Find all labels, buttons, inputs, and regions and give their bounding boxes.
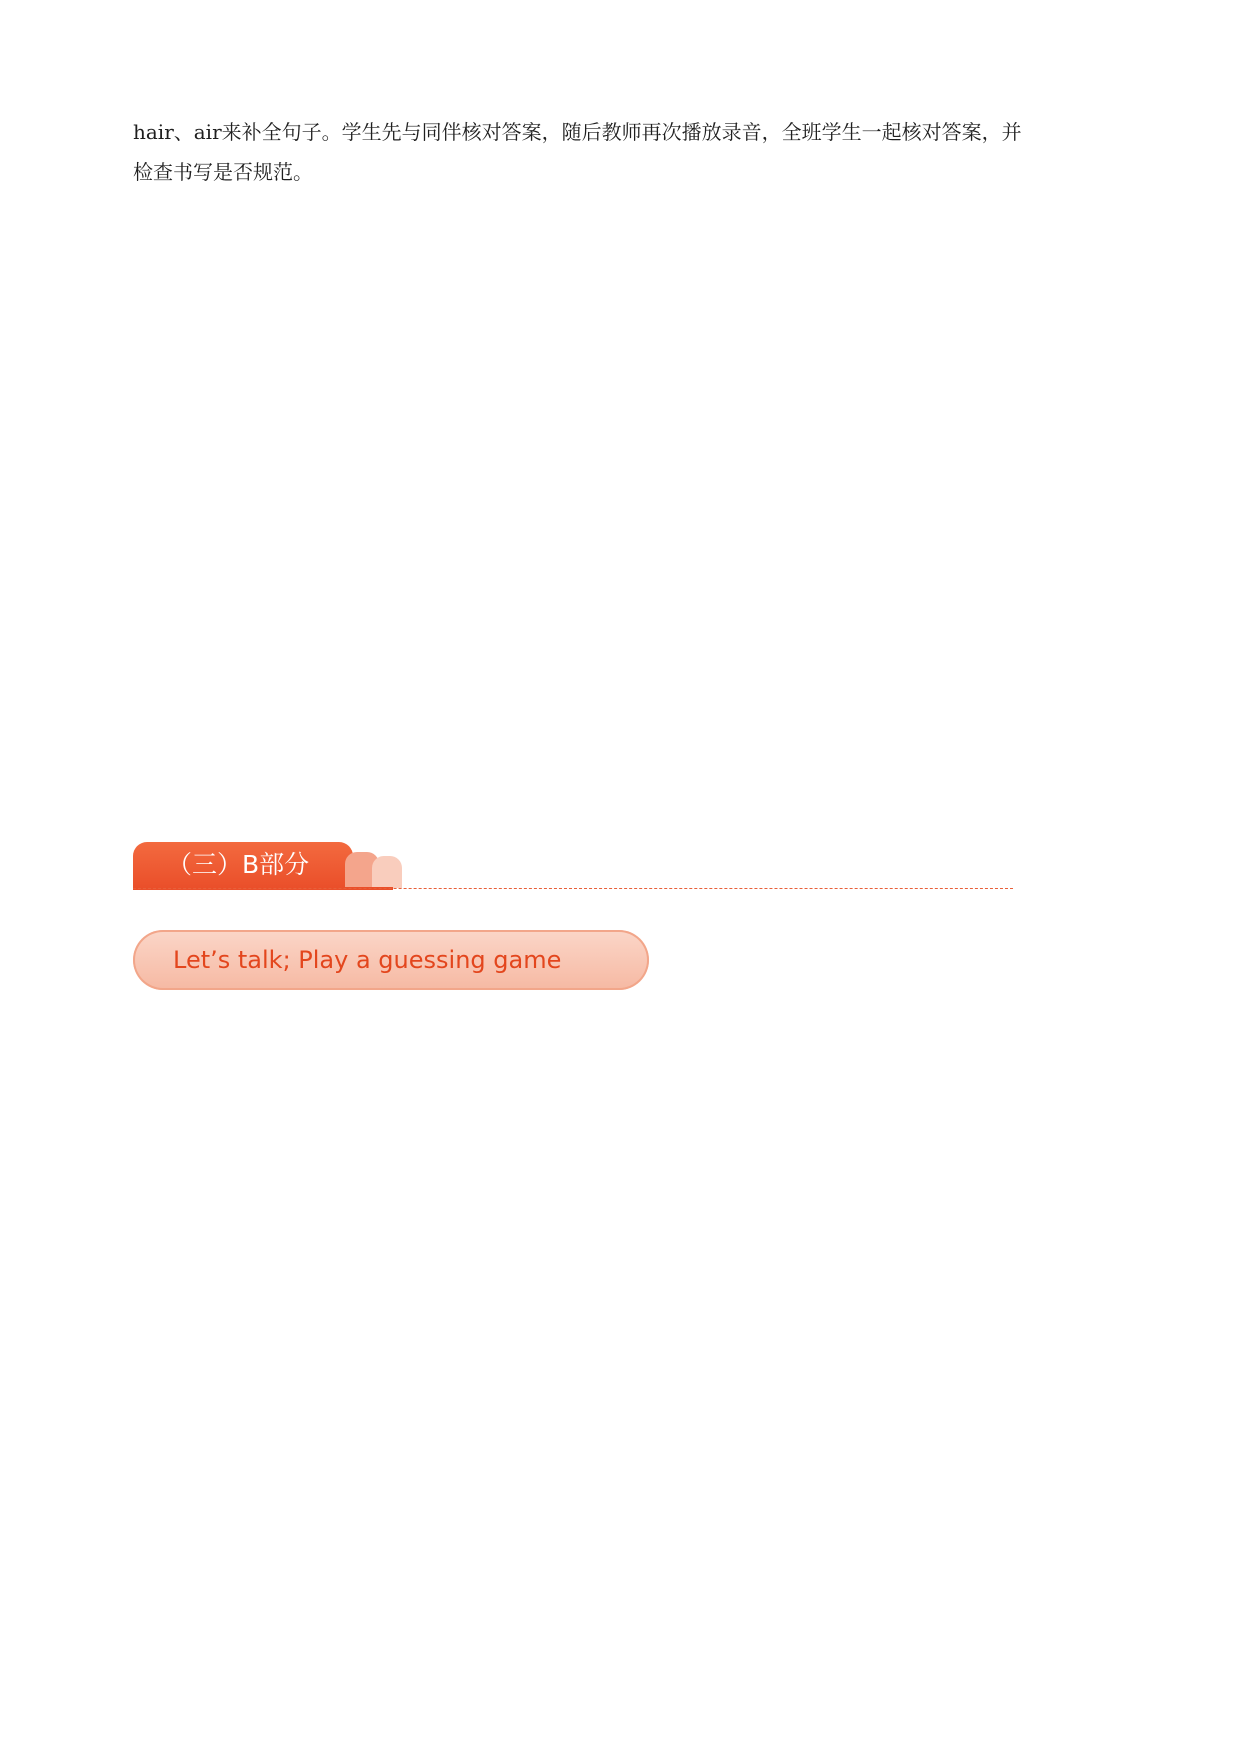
section-tab: （三）B部分	[133, 842, 353, 888]
tab-decoration	[372, 856, 402, 888]
section-divider	[133, 888, 1013, 889]
intro-paragraph: hair、air来补全句子。学生先与同伴核对答案，随后教师再次播放录音，全班学生一起核对答案，并 检查书写是否规范。	[133, 120, 1022, 184]
activity-pill: Let’s talk; Play a guessing game	[133, 930, 649, 990]
